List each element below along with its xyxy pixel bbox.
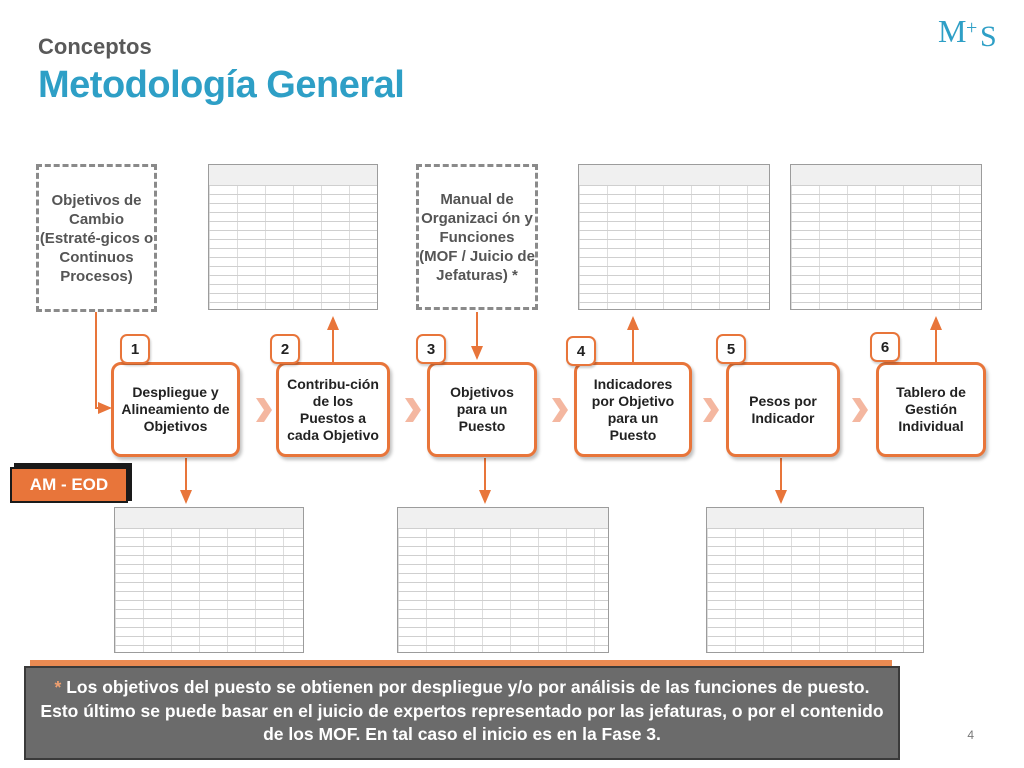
chevron-1-2 bbox=[256, 398, 272, 422]
phase-3-box bbox=[427, 362, 537, 457]
phase-1-label: Despliegue y Alineamiento de Objetivos bbox=[121, 384, 230, 434]
phase-2-number: 2 bbox=[270, 334, 300, 364]
am-eod-label: AM - EOD bbox=[29, 475, 109, 494]
chevron-2-3 bbox=[405, 398, 421, 422]
footnote-star: * bbox=[54, 677, 62, 697]
phase-2-box bbox=[276, 362, 390, 457]
phase-2-label: Contribu-ción de los Puestos a cada Objetivo bbox=[287, 375, 379, 443]
phase-4-number: 4 bbox=[566, 336, 596, 366]
phase-5-box bbox=[726, 362, 840, 457]
change-objectives-label: Objetivos de Cambio (Estraté-gicos o Continuos Procesos) bbox=[39, 191, 154, 285]
phase-3-number: 3 bbox=[416, 334, 446, 364]
phase-4-label: Indicadores por Objetivo para un Puesto bbox=[591, 375, 675, 443]
phase-5-label: Pesos por Indicador bbox=[749, 392, 817, 426]
arrow-objectives-to-phase1 bbox=[96, 312, 110, 408]
footnote-text: Los objetivos del puesto se obtienen por despliegue y/o por análisis de las funciones de puesto. Esto último se puede basar en el juicio de expertos representado por las jefaturas, o por el contenido de los MOF. En tal caso el inicio es en la Fase 3. bbox=[40, 677, 884, 744]
page-title: Metodología General bbox=[38, 64, 405, 106]
phase-5-number: 5 bbox=[716, 334, 746, 364]
logo-plus: + bbox=[966, 17, 978, 39]
phase-6-box bbox=[876, 362, 986, 457]
mof-label: Manual de Organizaci ón y Funciones (MOF / Juicio de Jefaturas) * bbox=[419, 190, 535, 284]
phase-1-number: 1 bbox=[120, 334, 150, 364]
phase-1-box bbox=[111, 362, 240, 457]
page-number: 4 bbox=[967, 728, 974, 742]
chevron-5-6 bbox=[852, 398, 868, 422]
chevron-3-4 bbox=[552, 398, 568, 422]
logo-m: M bbox=[938, 13, 967, 49]
footnote-box bbox=[24, 666, 900, 760]
chevron-4-5 bbox=[703, 398, 719, 422]
section-subtitle: Conceptos bbox=[38, 34, 152, 59]
phase-6-number: 6 bbox=[870, 332, 900, 362]
phase-4-box bbox=[574, 362, 692, 457]
phase-6-label: Tablero de Gestión Individual bbox=[896, 384, 966, 434]
phase-3-label: Objetivos para un Puesto bbox=[450, 384, 514, 434]
logo-s: S bbox=[980, 20, 997, 50]
am-eod-badge bbox=[10, 467, 128, 503]
